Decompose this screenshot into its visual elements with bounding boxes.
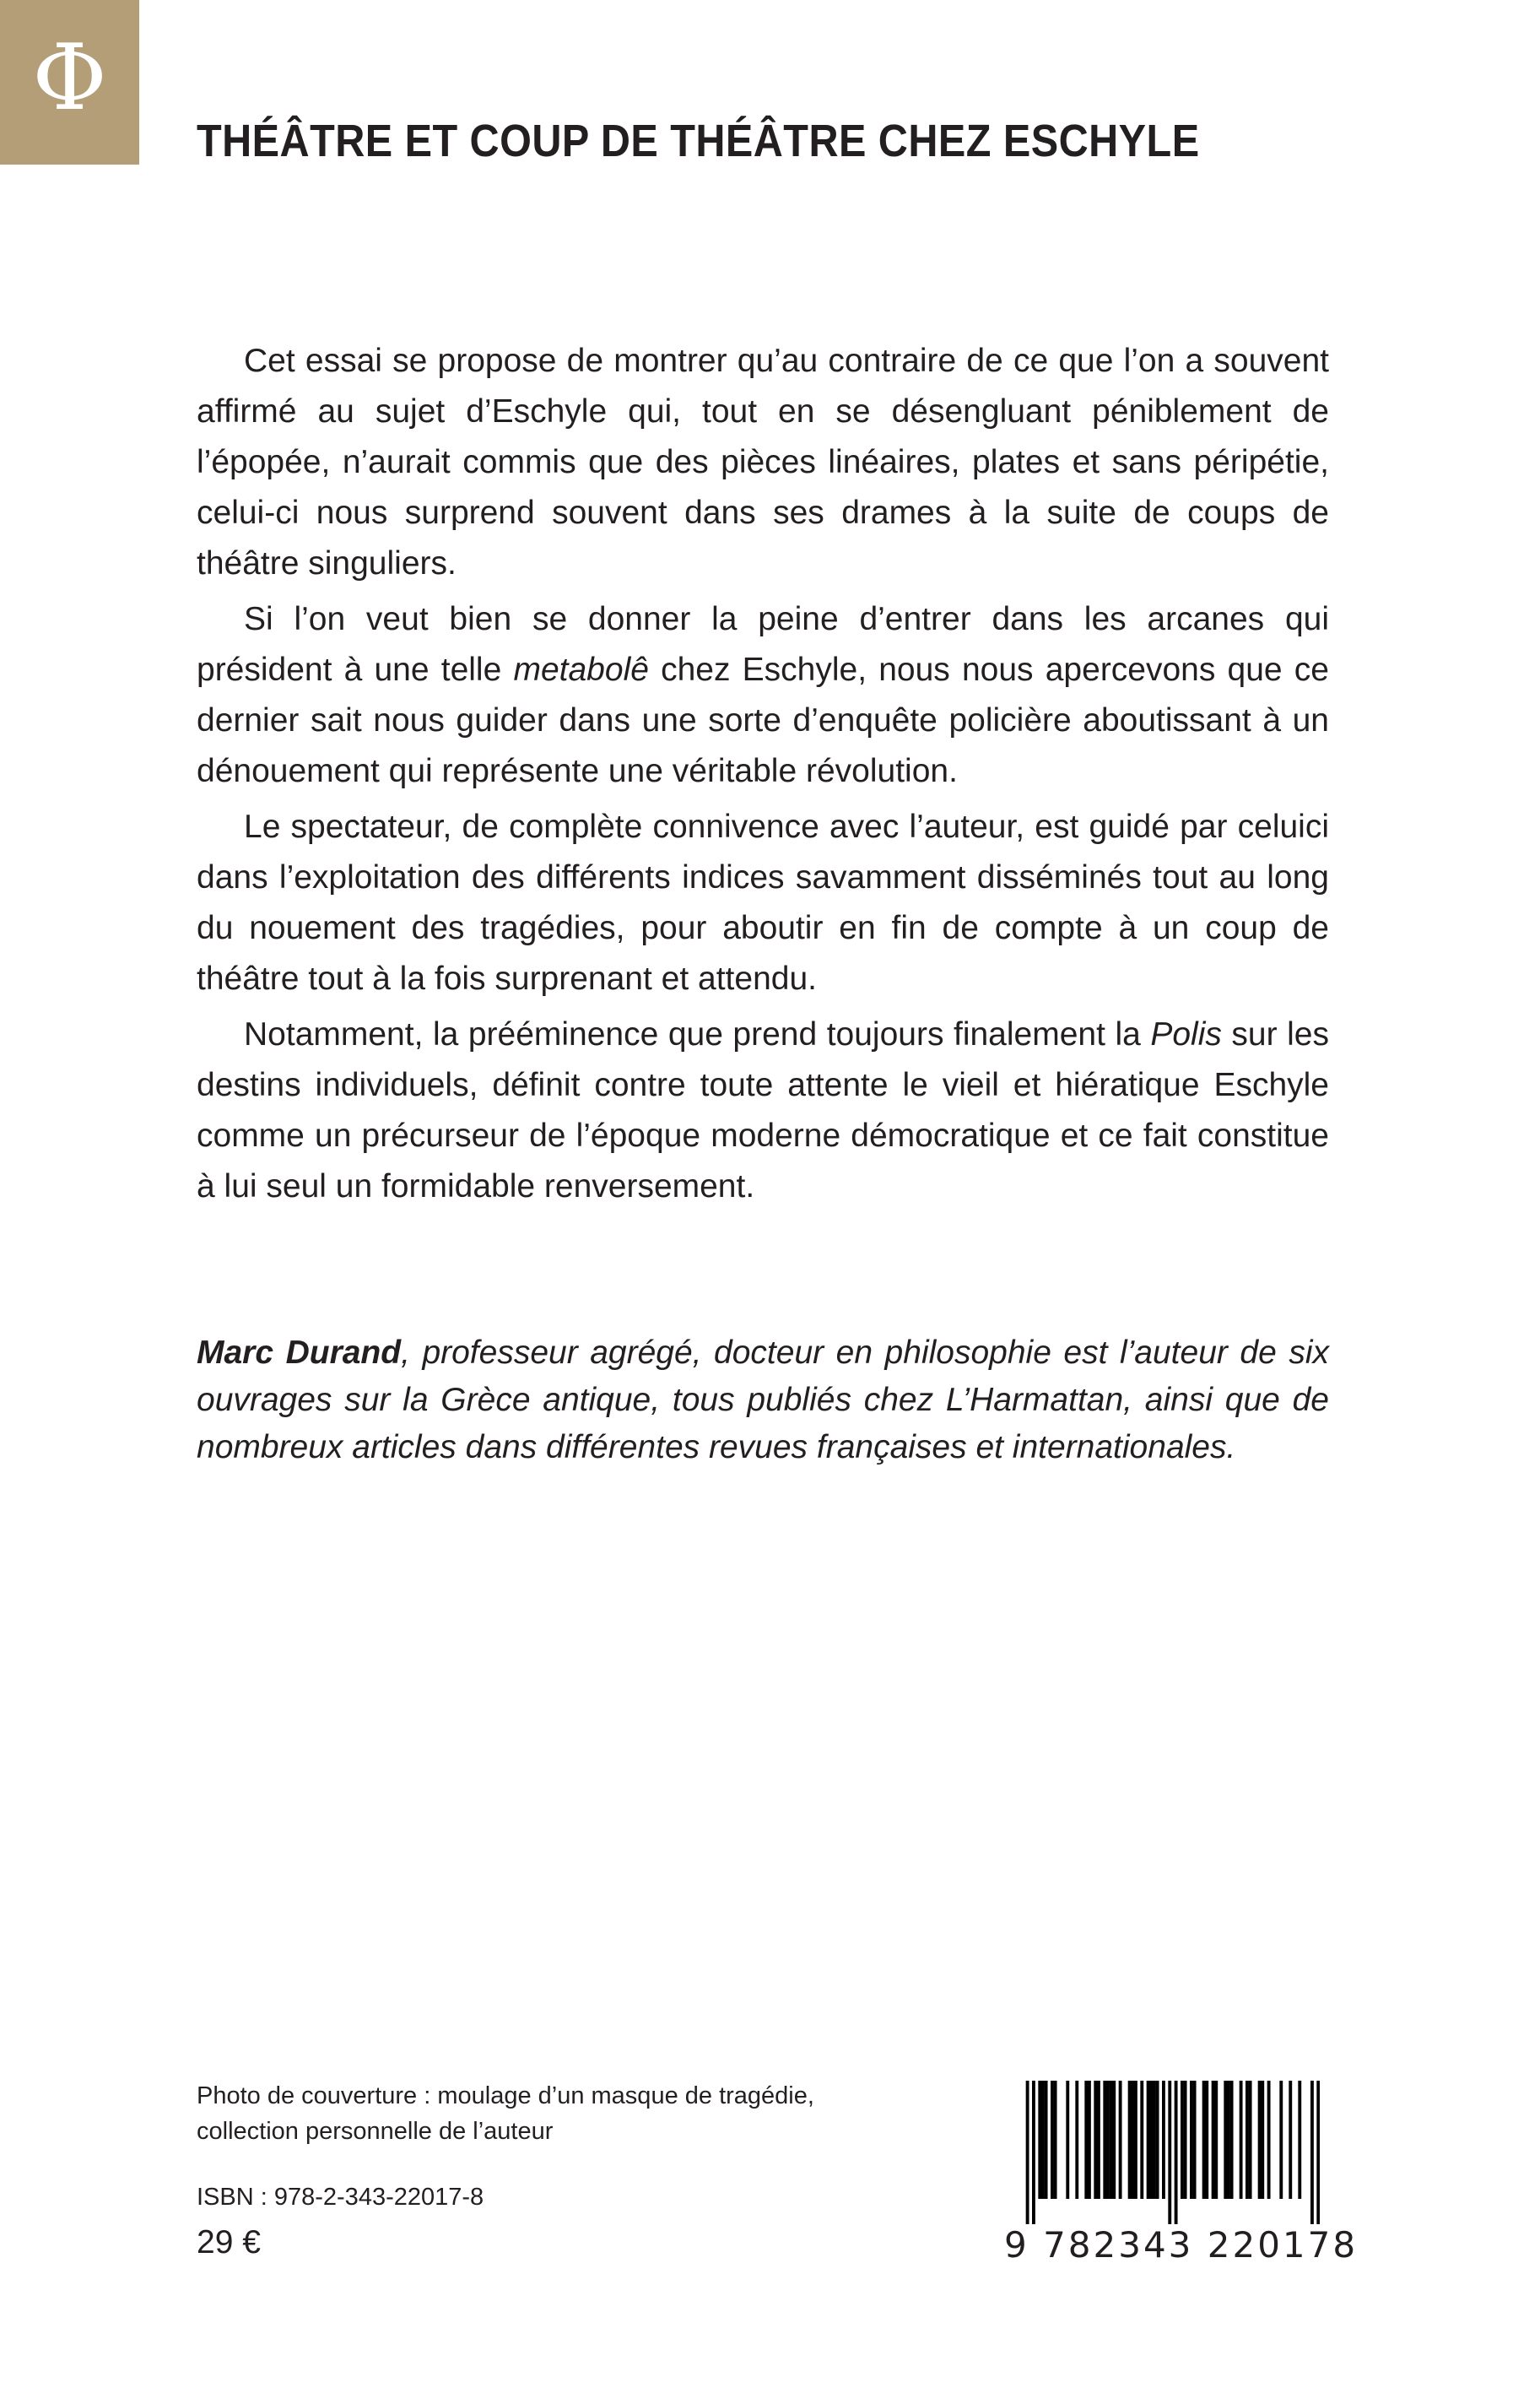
- photo-credit-line: Photo de couverture : moulage d’un masque de tragédie,: [197, 2082, 814, 2109]
- barcode-bar: [1246, 2081, 1249, 2199]
- book-title: THÉÂTRE ET COUP DE THÉÂTRE CHEZ ESCHYLE: [197, 116, 1200, 166]
- barcode-bar: [1205, 2081, 1208, 2199]
- summary-paragraph: Cet essai se propose de montrer qu’au contraire de ce que l’on a souvent affirmé au sujet d’Eschyle qui, tout en se désengluant péniblement de l’épopée, n’aurait commis que des pièces linéaires, plates et sans péripétie, celui-ci nous surprend souvent dans ses drames à la suite de coups de théâtre singuliers.: [197, 343, 1329, 582]
- barcode-bar: [1112, 2081, 1116, 2199]
- summary-paragraph: Si l’on veut bien se donner la peine d’entrer dans les arcanes qui président à une telle metabolê chez Eschyle, nous nous apercevons que ce dernier sait nous guider dans une sorte d’enquête policière aboutissant à un dénouement qui représente une véritable révolution.: [197, 601, 1329, 789]
- barcode-bar: [1051, 2081, 1054, 2199]
- barcode-bar: [1298, 2081, 1301, 2199]
- barcode-bar: [1026, 2081, 1029, 2224]
- barcode-bar: [1258, 2081, 1262, 2199]
- barcode-bar: [1230, 2081, 1234, 2199]
- barcode-bar: [1084, 2081, 1088, 2199]
- barcode-bar: [1094, 2081, 1097, 2199]
- barcode-bar: [1202, 2081, 1206, 2199]
- barcode-bar: [1224, 2081, 1227, 2199]
- barcode-bar: [1162, 2081, 1165, 2199]
- barcode-bar: [1075, 2081, 1078, 2199]
- barcode-bar: [1214, 2081, 1218, 2199]
- barcode-bar: [1153, 2081, 1156, 2199]
- barcode: [1004, 2081, 1359, 2268]
- barcode-bar: [1193, 2081, 1197, 2199]
- barcode-digits: 9 782343 220178: [1004, 2224, 1359, 2266]
- barcode-bar: [1054, 2081, 1057, 2199]
- barcode-bar: [1289, 2081, 1292, 2199]
- isbn: ISBN : 978-2-343-22017-8: [197, 2184, 484, 2211]
- barcode-bar: [1147, 2081, 1150, 2199]
- barcode-bar: [1168, 2081, 1171, 2224]
- barcode-bar: [1088, 2081, 1091, 2199]
- barcode-bar: [1212, 2081, 1215, 2199]
- barcode-bar: [1131, 2081, 1134, 2199]
- barcode-bar: [1149, 2081, 1153, 2199]
- summary-paragraph: Notamment, la prééminence que prend toujours finalement la Polis sur les destins individuels, définit contre toute attente le vieil et hiératique Eschyle comme un précurseur de l’époque moderne démocratique et ce fait constitue à lui seul un formidable renversement.: [197, 1016, 1329, 1205]
- barcode-bar: [1190, 2081, 1193, 2199]
- barcode-bar: [1261, 2081, 1264, 2199]
- barcode-bar: [1156, 2081, 1159, 2199]
- barcode-bar: [1045, 2081, 1048, 2199]
- author-description: , professeur agrégé, docteur en philosophie est l’auteur de six ouvrages sur la Grèce antique, tous publiés chez L’Harmattan, ainsi que de nombreux articles dans différentes revues françaises et internationales.: [197, 1335, 1329, 1465]
- book-summary: [197, 336, 1329, 1217]
- barcode-bar: [1267, 2081, 1271, 2199]
- barcode-bar: [1110, 2081, 1113, 2199]
- barcode-bar: [1140, 2081, 1143, 2199]
- author-name: Marc Durand: [197, 1335, 402, 1371]
- barcode-bar: [1227, 2081, 1230, 2199]
- barcode-bar: [1128, 2081, 1132, 2199]
- barcode-bar: [1066, 2081, 1069, 2199]
- barcode-bar: [1279, 2081, 1283, 2199]
- barcode-bar: [1240, 2081, 1243, 2199]
- barcode-bar: [1249, 2081, 1252, 2199]
- barcode-bar: [1310, 2081, 1314, 2224]
- photo-credit-line: collection personnelle de l’auteur: [197, 2118, 554, 2145]
- barcode-bar: [1134, 2081, 1137, 2199]
- author-bio: [197, 1329, 1329, 1471]
- barcode-bar: [1119, 2081, 1122, 2199]
- publisher-logo: [0, 0, 139, 165]
- barcode-bar: [1041, 2081, 1045, 2199]
- barcode-bars-icon: [1004, 2081, 1320, 2224]
- barcode-bar: [1038, 2081, 1041, 2199]
- photo-credit: [197, 2078, 956, 2149]
- summary-paragraph: Le spectateur, de complète connivence avec l’auteur, est guidé par celuici dans l’exploitation des différents indices savamment disséminés tout au long du nouement des tragédies, pour aboutir en fin de compte à un coup de théâtre tout à la fois surprenant et attendu.: [197, 809, 1329, 997]
- barcode-bar: [1097, 2081, 1100, 2199]
- price: 29 €: [197, 2224, 261, 2260]
- barcode-bar: [1316, 2081, 1320, 2224]
- barcode-bar: [1032, 2081, 1035, 2224]
- barcode-bar: [1181, 2081, 1184, 2199]
- barcode-bar: [1103, 2081, 1106, 2199]
- phi-logo-icon: Φ: [32, 24, 107, 131]
- barcode-bar: [1184, 2081, 1187, 2199]
- barcode-bar: [1175, 2081, 1178, 2224]
- barcode-bar: [1106, 2081, 1110, 2199]
